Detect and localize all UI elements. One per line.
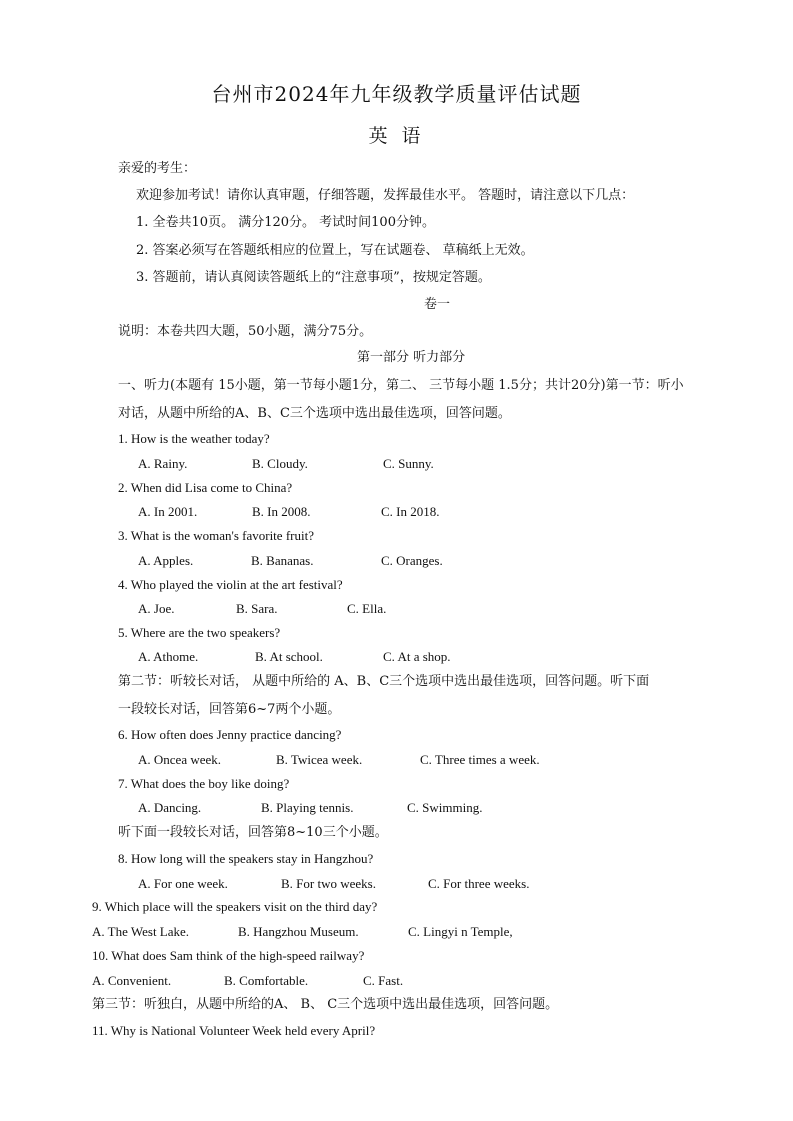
q3-option-a: A. Apples.: [138, 553, 194, 568]
question-2: 2. When did Lisa come to China?: [118, 480, 293, 495]
q5-option-c: C. At a shop.: [383, 649, 451, 664]
section1-line2: 对话，从题中所给的A、B、C三个选项中选出最佳选项，回答问题。: [118, 406, 511, 421]
part1-heading: 第一部分 听力部分: [357, 350, 466, 365]
q8-option-a: A. For one week.: [138, 876, 228, 891]
question-5: 5. Where are the two speakers?: [118, 625, 281, 640]
q2-option-c: C. In 2018.: [381, 504, 440, 519]
q10-option-a: A. Convenient.: [92, 973, 172, 988]
q10-option-b: B. Comfortable.: [224, 973, 309, 988]
q7-option-c: C. Swimming.: [407, 800, 483, 815]
q3-option-c: C. Oranges.: [381, 553, 443, 568]
q4-option-b: B. Sara.: [236, 601, 278, 616]
q4-option-a: A. Joe.: [138, 601, 175, 616]
greeting: 亲爱的考生：: [118, 161, 197, 176]
question-3: 3. What is the woman's favorite fruit?: [118, 528, 314, 543]
q1-option-c: C. Sunny.: [383, 456, 434, 471]
q5-option-b: B. At school.: [255, 649, 323, 664]
q4-option-c: C. Ella.: [347, 601, 387, 616]
q1-option-a: A. Rainy.: [138, 456, 188, 471]
volume-heading: 卷一: [424, 297, 451, 312]
q10-option-c: C. Fast.: [363, 973, 404, 988]
section2-line3: 听下面一段较长对话，回答第8~10三个小题。: [118, 825, 388, 840]
section1-line1: 一、听力(本题有 15小题，第一节每小题1分，第二、 三节每小题 1.5分；共计20分)第一节：听小: [118, 378, 684, 393]
welcome-text: 欢迎参加考试！请你认真审题，仔细答题，发挥最佳水平。 答题时，请注意以下几点：: [136, 188, 635, 203]
question-7: 7. What does the boy like doing?: [118, 776, 290, 791]
q2-option-b: B. In 2008.: [252, 504, 311, 519]
q8-option-b: B. For two weeks.: [281, 876, 376, 891]
q9-option-c: C. Lingyi n Temple,: [408, 924, 513, 939]
note-3: 3. 答题前，请认真阅读答题纸上的“注意事项”，按规定答题。: [136, 270, 491, 285]
question-8: 8. How long will the speakers stay in Hangzhou?: [118, 851, 374, 866]
note-1: 1. 全卷共10页。 满分120分。 考试时间100分钟。: [136, 215, 435, 230]
q7-option-b: B. Playing tennis.: [261, 800, 354, 815]
note-2: 2. 答案必须写在答题纸相应的位置上，写在试题卷、 草稿纸上无效。: [136, 243, 534, 258]
section2-line1: 第二节：听较长对话， 从题中所给的 A、B、C三个选项中选出最佳选项，回答问题。听下面: [118, 674, 650, 689]
subject-title: 英 语: [368, 125, 425, 147]
q8-option-c: C. For three weeks.: [428, 876, 530, 891]
q9-option-b: B. Hangzhou Museum.: [238, 924, 359, 939]
q6-option-a: A. Oncea week.: [138, 752, 222, 767]
question-11: 11. Why is National Volunteer Week held every April?: [92, 1023, 376, 1038]
section3-line1: 第三节：听独白，从题中所给的A、 B、 C三个选项中选出最佳选项，回答问题。: [92, 997, 559, 1012]
q5-option-a: A. Athome.: [138, 649, 199, 664]
q9-option-a: A. The West Lake.: [92, 924, 190, 939]
volume-note: 说明：本卷共四大题，50小题，满分75分。: [118, 324, 373, 339]
q6-option-b: B. Twicea week.: [276, 752, 363, 767]
q2-option-a: A. In 2001.: [138, 504, 198, 519]
section2-line2: 一段较长对话，回答第6~7两个小题。: [118, 702, 341, 717]
question-4: 4. Who played the violin at the art festival?: [118, 577, 343, 592]
question-9: 9. Which place will the speakers visit on the third day?: [92, 899, 378, 914]
q3-option-b: B. Bananas.: [251, 553, 314, 568]
question-10: 10. What does Sam think of the high-speed railway?: [92, 948, 365, 963]
q1-option-b: B. Cloudy.: [252, 456, 308, 471]
q6-option-c: C. Three times a week.: [420, 752, 540, 767]
exam-title: 台州市2024年九年级教学质量评估试题: [211, 82, 582, 106]
question-1: 1. How is the weather today?: [118, 431, 270, 446]
question-6: 6. How often does Jenny practice dancing?: [118, 727, 342, 742]
q7-option-a: A. Dancing.: [138, 800, 202, 815]
